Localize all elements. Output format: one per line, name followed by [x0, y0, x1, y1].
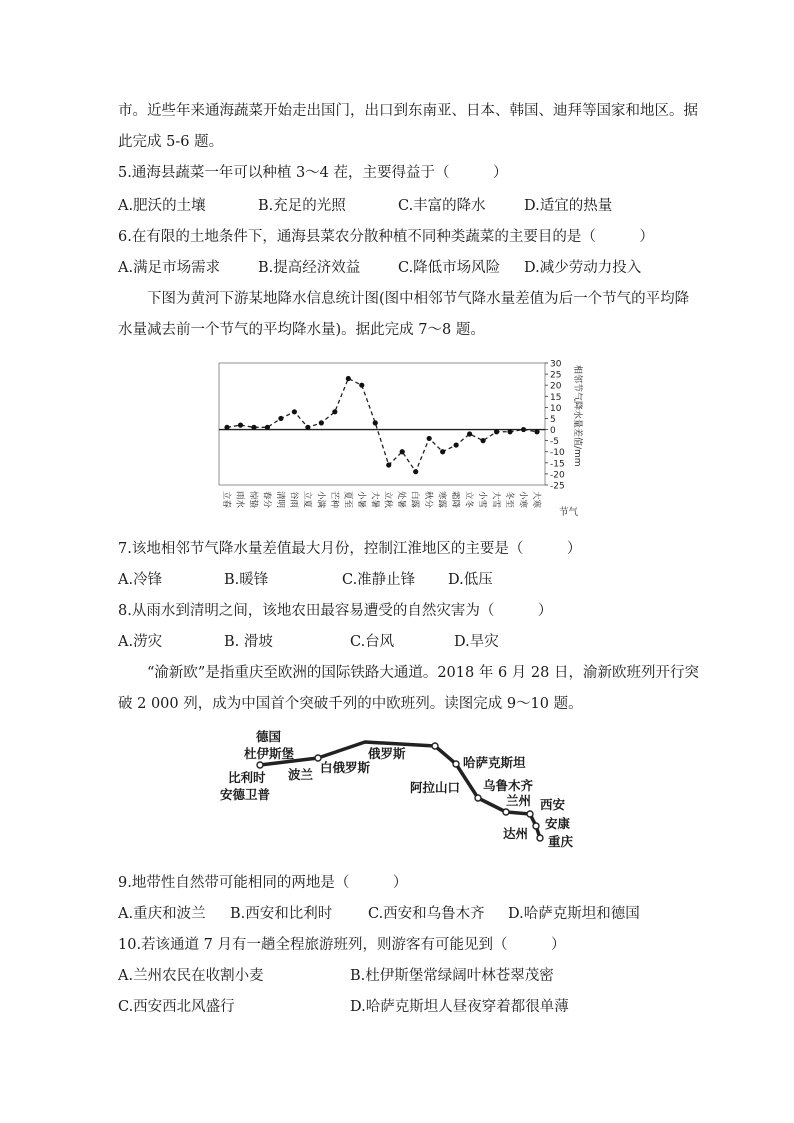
yuxinou-route-map	[210, 728, 590, 853]
station-russia	[432, 743, 438, 749]
x-tick-label: 清明	[274, 491, 285, 509]
station-alashankou	[475, 795, 481, 801]
data-point	[224, 425, 229, 430]
x-axis-label: 节气	[559, 507, 579, 518]
y-tick-label: 20	[550, 381, 562, 392]
passage3-line1: “渝新欧”是指重庆至欧洲的国际铁路大通道。2018 年 6 月 28 日，渝新欧班列开行突	[147, 665, 699, 681]
label-russia: 俄罗斯	[368, 746, 406, 761]
data-point	[292, 409, 297, 414]
x-tick-label: 冬至	[504, 491, 515, 509]
x-tick-label: 小暑	[355, 491, 366, 509]
label-dazhou: 达州	[503, 826, 529, 841]
data-point	[467, 431, 472, 436]
q9-options	[118, 904, 678, 924]
station-chongqing	[537, 835, 543, 841]
q9-option-b[interactable]: B.西安和比利时	[230, 906, 333, 922]
data-point	[480, 438, 485, 443]
data-point	[534, 429, 539, 434]
label-alashankou: 阿拉山口	[410, 780, 461, 795]
q7-stem: 7.该地相邻节气降水量差值最大月份，控制江淮地区的主要是（ ）	[118, 541, 582, 557]
x-tick-label: 雨水	[234, 491, 245, 509]
y-tick-label: -25	[550, 481, 565, 492]
q5-option-a[interactable]: A.肥沃的土壤	[118, 198, 206, 214]
x-tick-label: 小寒	[517, 491, 528, 509]
station-ankang	[533, 823, 539, 829]
q6-options	[118, 258, 678, 278]
data-point	[440, 449, 445, 454]
q5-option-c[interactable]: C.丰富的降水	[398, 198, 486, 214]
x-tick-label: 春分	[261, 491, 272, 509]
q5-option-d[interactable]: D.适宜的热量	[524, 198, 613, 214]
x-tick-label: 立夏	[301, 491, 312, 509]
q8-option-c[interactable]: C.台风	[350, 634, 395, 650]
data-point	[494, 429, 499, 434]
label-lanzhou: 兰州	[506, 793, 532, 808]
x-tick-label: 立冬	[463, 491, 474, 509]
data-point	[386, 462, 391, 467]
precipitation-chart	[205, 355, 595, 525]
y-axis-label: 相邻节气降水量差值/mm	[572, 365, 582, 467]
q7-option-b[interactable]: B.暖锋	[224, 572, 269, 588]
series-line	[227, 379, 537, 472]
x-tick-label: 处暑	[396, 491, 407, 509]
station-duisburg	[257, 762, 263, 768]
x-tick-label: 小雪	[477, 491, 488, 509]
q8-stem: 8.从雨水到清明之间，该地农田最容易遭受的自然灾害为（ ）	[118, 603, 553, 619]
y-tick-label: 10	[550, 403, 562, 414]
station-xian	[527, 811, 533, 817]
x-tick-label: 寒露	[436, 491, 447, 509]
q7-option-a[interactable]: A.冷锋	[118, 572, 163, 588]
q10-options-cd	[118, 997, 678, 1017]
q6-option-c[interactable]: C.降低市场风险	[398, 260, 501, 276]
intro-tail: 市。近些年来通海蔬菜开始走出国门，出口到东南亚、日本、韩国、迪拜等国家和地区。据	[118, 103, 698, 119]
intro-tail-2: 此完成 5-6 题。	[118, 134, 224, 150]
q6-stem: 6.在有限的土地条件下，通海县菜农分散种植不同种类蔬菜的主要目的是（ ）	[118, 229, 654, 245]
passage2-line1: 下图为黄河下游某地降水信息统计图(图中相邻节气降水量差值为后一个节气的平均降	[147, 291, 690, 307]
q7-options	[118, 570, 678, 590]
q10-option-d[interactable]: D.哈萨克斯坦人昼夜穿着都很单薄	[350, 999, 569, 1015]
label-chongqing: 重庆	[548, 834, 574, 849]
x-tick-label: 芒种	[328, 491, 339, 509]
x-tick-label: 谷雨	[288, 491, 299, 509]
label-urumqi: 乌鲁木齐	[483, 778, 534, 793]
x-tick-label: 霜降	[450, 491, 461, 509]
data-point	[521, 427, 526, 432]
data-point	[373, 420, 378, 425]
y-tick-label: 0	[550, 426, 556, 437]
q5-stem: 5.通海县蔬菜一年可以种植 3～4 茬，主要得益于（ ）	[118, 165, 508, 181]
q5-option-b[interactable]: B.充足的光照	[258, 198, 346, 214]
data-point	[359, 383, 364, 388]
data-point	[346, 376, 351, 381]
x-tick-label: 夏至	[342, 491, 353, 509]
label-duisburg: 杜伊斯堡	[244, 746, 295, 761]
label-xian: 西安	[540, 797, 566, 812]
data-point	[278, 416, 283, 421]
label-ankang: 安康	[545, 816, 571, 831]
y-tick-label: 25	[550, 370, 562, 381]
data-point	[332, 409, 337, 414]
y-tick-label: 30	[550, 359, 562, 370]
q6-option-b[interactable]: B.提高经济效益	[258, 260, 361, 276]
data-point	[507, 429, 512, 434]
label-kazakhstan: 哈萨克斯坦	[463, 755, 526, 770]
x-tick-label: 惊蛰	[247, 491, 258, 509]
label-poland: 波兰	[288, 767, 314, 782]
x-tick-label: 小满	[315, 491, 326, 509]
q8-options	[118, 632, 678, 652]
passage3-line2: 破 2 000 列，成为中国首个突破千列的中欧班列。读图完成 9～10 题。	[118, 696, 583, 712]
label-germany: 德国	[256, 729, 282, 744]
q10-stem: 10.若该通道 7 月有一趟全程旅游班列，则游客有可能见到（ ）	[118, 937, 566, 953]
q10-option-a[interactable]: A.兰州农民在收割小麦	[118, 968, 264, 984]
x-tick-label: 白露	[409, 491, 420, 509]
q8-option-a[interactable]: A.涝灾	[118, 634, 163, 650]
q9-stem: 9.地带性自然带可能相同的两地是（ ）	[118, 875, 408, 891]
q7-option-c[interactable]: C.准静止锋	[342, 572, 416, 588]
q9-option-c[interactable]: C.西安和乌鲁木齐	[368, 906, 485, 922]
q7-option-d[interactable]: D.低压	[448, 572, 493, 588]
x-tick-label: 立秋	[382, 491, 393, 509]
q6-option-d[interactable]: D.减少劳动力投入	[524, 260, 642, 276]
label-belgium: 比利时	[228, 770, 266, 785]
data-point	[265, 425, 270, 430]
data-point	[251, 425, 256, 430]
label-antwerp: 安德卫普	[220, 787, 271, 802]
y-tick-label: -15	[550, 459, 565, 470]
q6-option-a[interactable]: A.满足市场需求	[118, 260, 221, 276]
x-tick-label: 秋分	[423, 491, 434, 509]
label-belarus: 白俄罗斯	[320, 760, 371, 775]
x-tick-label: 立春	[221, 491, 231, 509]
x-tick-label: 大雪	[490, 491, 501, 509]
q10-option-b[interactable]: B.杜伊斯堡常绿阔叶林苍翠茂密	[350, 968, 554, 984]
data-point	[305, 425, 310, 430]
data-point	[454, 442, 459, 447]
data-point	[400, 449, 405, 454]
q8-option-d[interactable]: D.旱灾	[454, 634, 499, 650]
data-point	[238, 423, 243, 428]
passage2-line2: 水量减去前一个节气的平均降水量)。据此完成 7～8 题。	[118, 322, 485, 338]
x-tick-label: 大寒	[531, 491, 541, 509]
q9-option-d[interactable]: D.哈萨克斯坦和德国	[508, 906, 640, 922]
q5-options	[118, 196, 678, 216]
y-tick-label: -10	[550, 448, 565, 459]
plot-frame	[219, 363, 545, 485]
y-tick-label: -5	[550, 437, 559, 448]
x-tick-label: 大暑	[369, 491, 380, 509]
y-tick-label: -20	[550, 470, 565, 481]
y-tick-label: 5	[550, 414, 556, 425]
q10-options-ab	[118, 966, 678, 986]
q8-option-b[interactable]: B. 滑坡	[224, 634, 273, 650]
station-kazakhstan	[453, 761, 459, 767]
data-point	[427, 436, 432, 441]
data-point	[413, 469, 418, 474]
y-tick-label: 15	[550, 392, 562, 403]
q10-option-c[interactable]: C.西安西北风盛行	[118, 999, 235, 1015]
q9-option-a[interactable]: A.重庆和波兰	[118, 906, 206, 922]
data-point	[319, 420, 324, 425]
station-lanzhou	[503, 809, 509, 815]
